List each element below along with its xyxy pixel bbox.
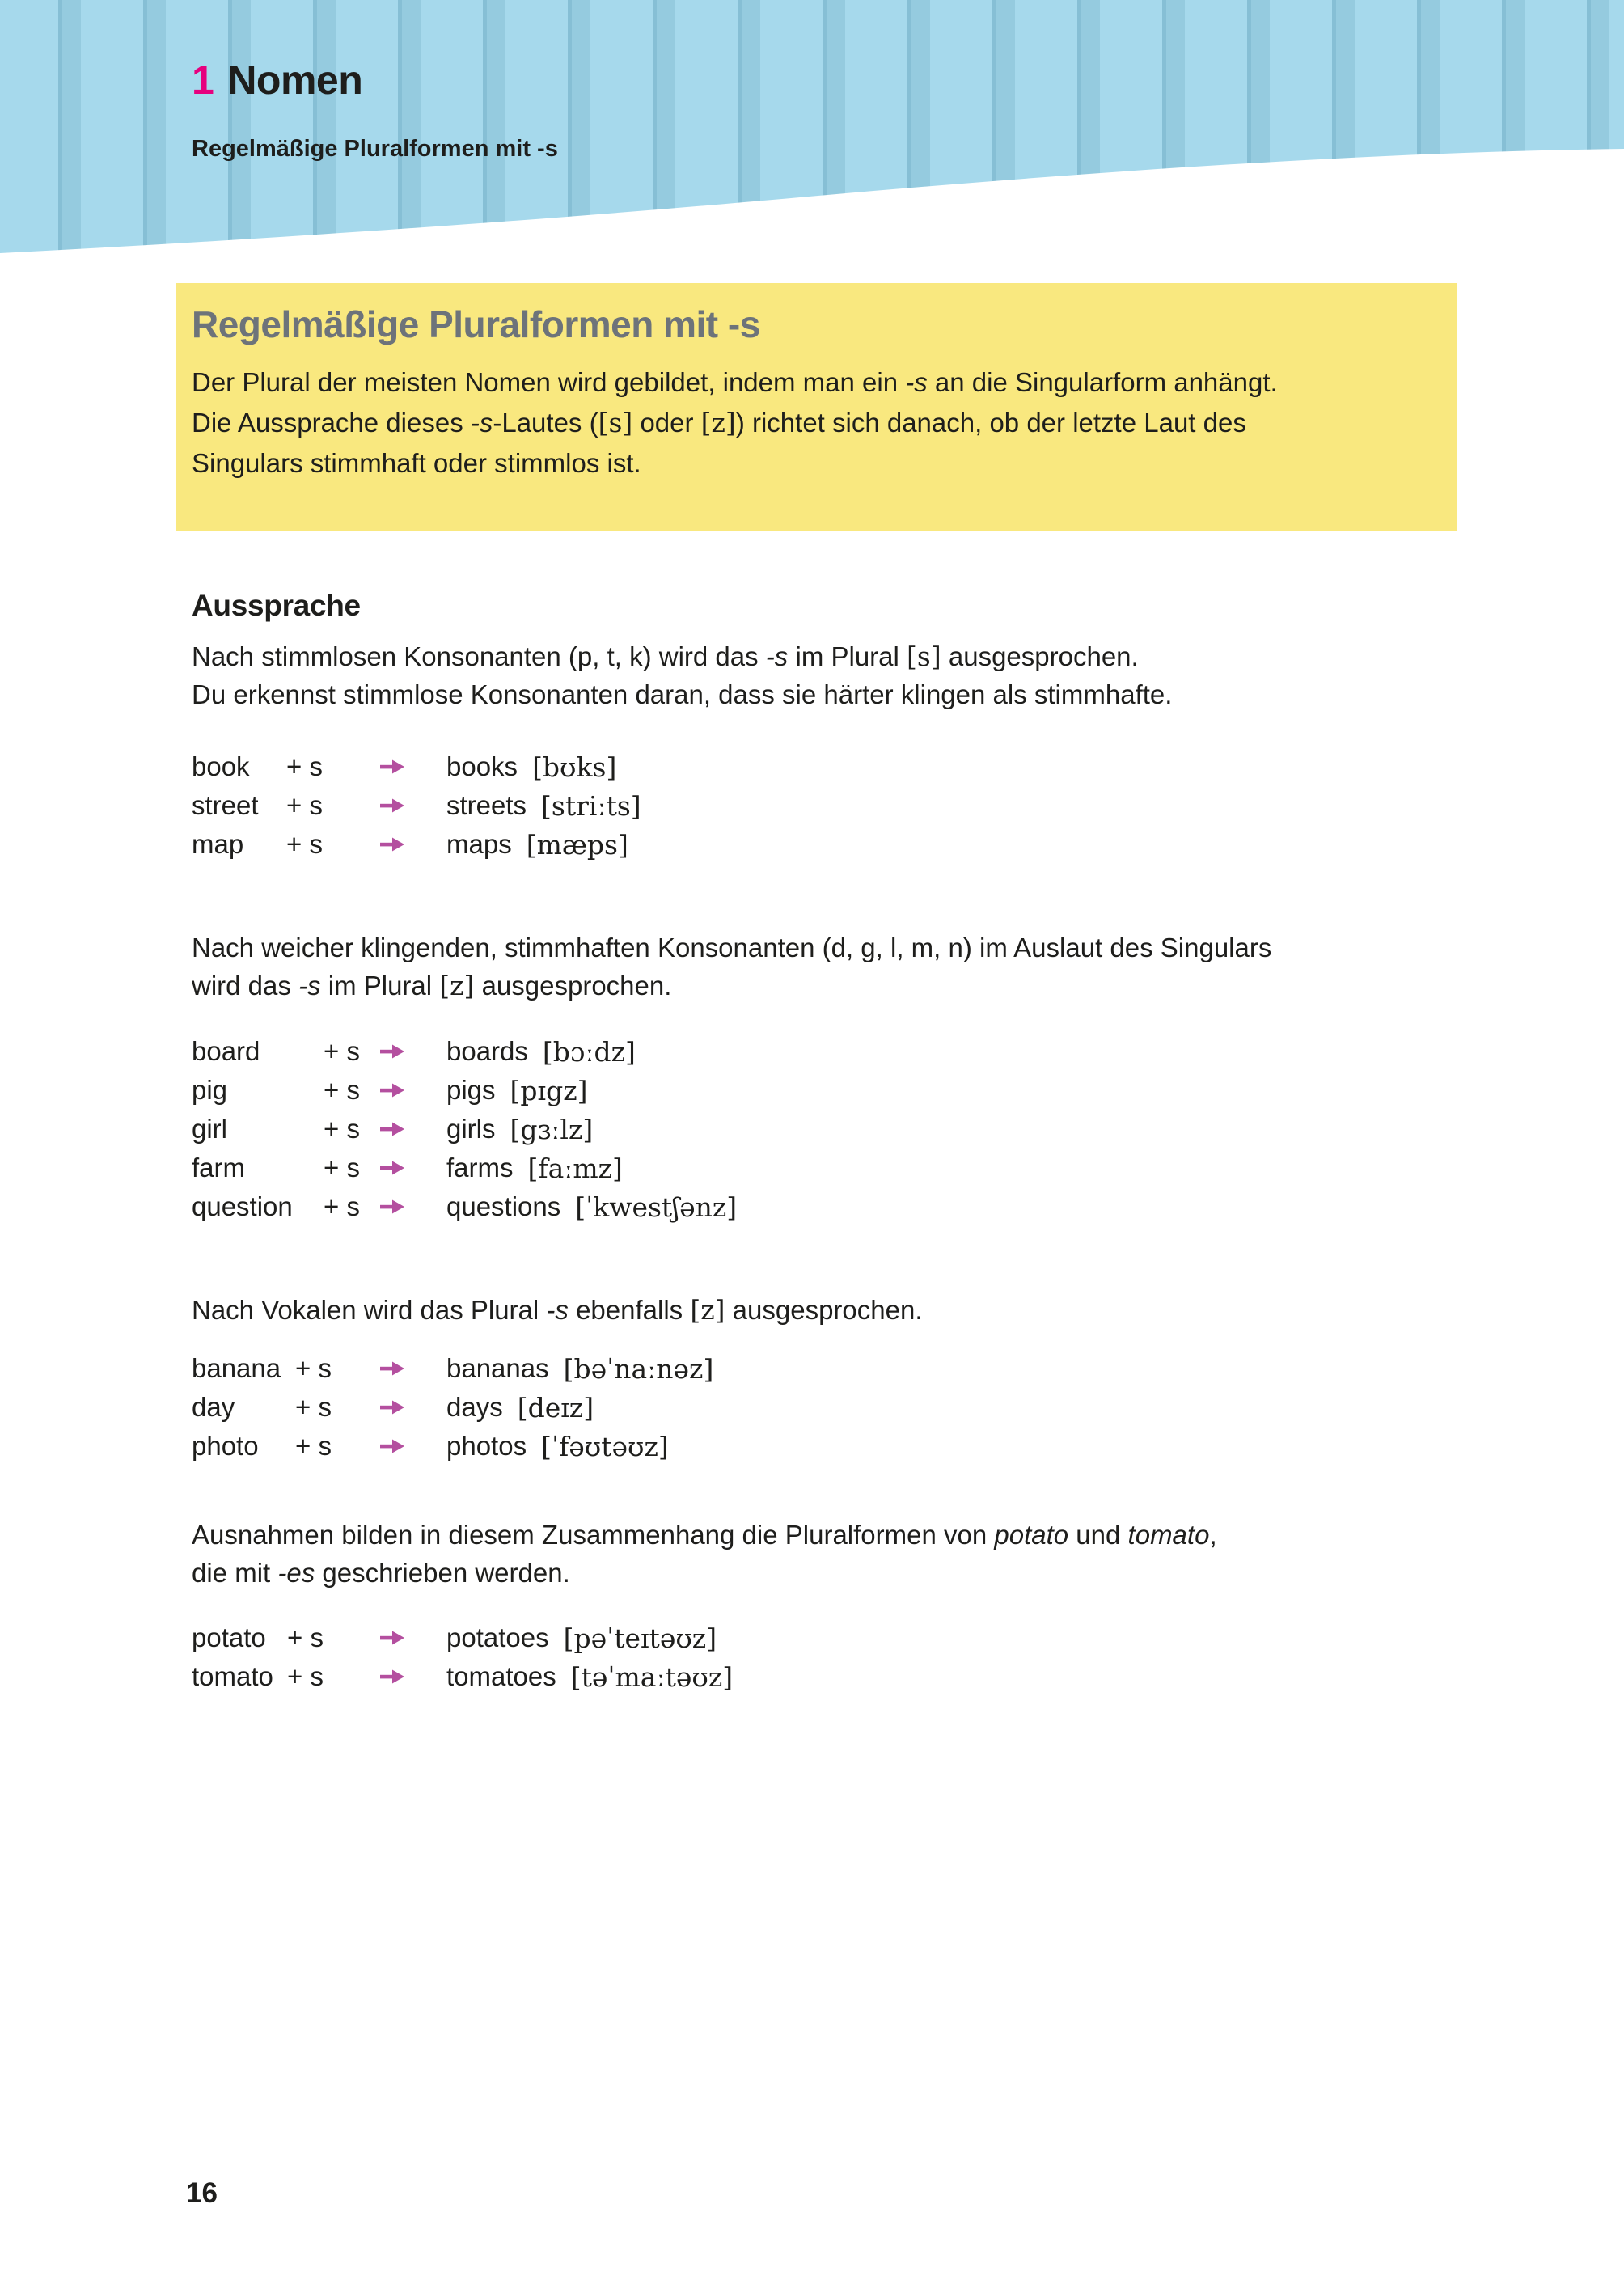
text-segment: im Plural <box>788 641 907 671</box>
section-heading: Aussprache <box>192 589 361 622</box>
highlight-box-body <box>192 362 1441 484</box>
plural-word: pigs <box>446 1075 496 1105</box>
paragraph-line <box>192 967 1624 1005</box>
plural-word: tomatoes <box>446 1661 556 1691</box>
text-segment: -s <box>546 1295 569 1325</box>
paragraph-line <box>192 1291 1624 1329</box>
ipa-transcription: [bɔːdz] <box>542 1035 636 1068</box>
paragraph-line <box>192 929 1624 967</box>
text-segment: -s <box>765 641 789 671</box>
text-segment: ausgesprochen. <box>474 971 672 1001</box>
text-segment: die mit <box>192 1558 278 1588</box>
list-row <box>192 1349 1624 1388</box>
word-list <box>192 747 1624 864</box>
list-row <box>192 1187 1624 1226</box>
ipa-transcription: [ˈkwestʃənz] <box>575 1191 738 1223</box>
chapter-title: Nomen <box>227 57 363 103</box>
plural-word: farms <box>446 1153 514 1182</box>
highlight-box <box>176 283 1457 531</box>
text-segment: im Plural <box>320 971 440 1001</box>
plural-word: questions <box>446 1191 561 1221</box>
ipa-transcription: [təˈmaːtəʊz] <box>570 1661 734 1693</box>
singular-word: board <box>192 1036 260 1066</box>
plus-s: + s <box>324 1114 360 1144</box>
highlight-box-title: Regelmäßige Pluralformen mit -s <box>192 303 760 345</box>
text-segment: und <box>1068 1520 1128 1550</box>
singular-group <box>192 1153 380 1183</box>
ipa-transcription: [deɪz] <box>517 1391 594 1424</box>
ipa-inline: [z] <box>439 970 475 1001</box>
arrow-right-icon <box>380 1438 409 1454</box>
text-segment: Ausnahmen bilden in diesem Zusammenhang die Pluralformen von <box>192 1520 995 1550</box>
singular-group <box>192 1114 380 1144</box>
arrow-right-icon <box>380 1160 409 1176</box>
text-segment: Singulars stimmhaft oder stimmlos ist. <box>192 448 641 478</box>
paragraph-line <box>192 1516 1624 1554</box>
text-segment: Nach Vokalen wird das Plural <box>192 1295 547 1325</box>
ipa-transcription: [bəˈnaːnəz] <box>563 1352 714 1385</box>
plus-s: + s <box>324 1191 360 1221</box>
list-row <box>192 1032 1624 1071</box>
ipa-transcription: [faːmz] <box>527 1152 623 1184</box>
paragraph <box>192 1516 1624 1592</box>
singular-word: tomato <box>192 1661 273 1691</box>
arrow-right-icon <box>380 1360 409 1377</box>
list-row <box>192 1657 1624 1696</box>
plural-word: days <box>446 1392 503 1422</box>
ipa-inline: [s] <box>907 641 941 672</box>
text-segment: oder <box>632 408 701 438</box>
list-row <box>192 1427 1624 1466</box>
plural-word: boards <box>446 1036 528 1066</box>
plus-s: + s <box>324 1153 360 1182</box>
word-list <box>192 1618 1624 1696</box>
singular-word: potato <box>192 1622 266 1652</box>
ipa-inline: [s] <box>598 407 633 438</box>
text-segment: an die Singularform anhängt. <box>927 367 1278 397</box>
list-row <box>192 786 1624 825</box>
list-row <box>192 1110 1624 1149</box>
text-segment: -es <box>277 1558 315 1588</box>
text-segment: wird das <box>192 971 299 1001</box>
plus-s: + s <box>286 829 323 859</box>
arrow-right-icon <box>380 1082 409 1098</box>
content-blocks <box>192 589 1624 1696</box>
paragraph <box>192 637 1624 713</box>
ipa-transcription: [gɜːlz] <box>510 1113 594 1145</box>
ipa-transcription: [pəˈteɪtəʊz] <box>563 1622 717 1654</box>
text-segment: ) richtet sich danach, ob der letzte Laut des <box>735 408 1246 438</box>
singular-group <box>192 751 380 782</box>
word-list <box>192 1032 1624 1226</box>
arrow-right-icon <box>380 1043 409 1060</box>
chapter-number: 1 <box>192 57 214 103</box>
text-segment: ebenfalls <box>568 1295 691 1325</box>
plural-word: potatoes <box>446 1622 549 1652</box>
paragraph <box>192 1291 1624 1329</box>
text-segment: -s <box>905 367 928 397</box>
ipa-transcription: [mæps] <box>526 828 628 861</box>
singular-word: question <box>192 1191 293 1221</box>
paragraph-line <box>192 1554 1624 1592</box>
arrow-right-icon <box>380 1199 409 1215</box>
singular-group <box>192 1075 380 1106</box>
text-segment: ausgesprochen. <box>725 1295 923 1325</box>
text-segment: Der Plural der meisten Nomen wird gebildet, indem man ein <box>192 367 906 397</box>
singular-group <box>192 1661 380 1692</box>
text-segment: -s <box>470 408 493 438</box>
arrow-right-icon <box>380 797 409 814</box>
list-row <box>192 1071 1624 1110</box>
singular-word: girl <box>192 1114 228 1144</box>
text-segment: potato <box>994 1520 1069 1550</box>
singular-word: farm <box>192 1153 245 1182</box>
arrow-right-icon <box>380 1630 409 1646</box>
list-row <box>192 747 1624 786</box>
list-row <box>192 1388 1624 1427</box>
text-segment: ausgesprochen. <box>941 641 1139 671</box>
singular-word: map <box>192 829 244 859</box>
paragraph-line <box>192 443 1441 484</box>
singular-word: pig <box>192 1075 228 1105</box>
text-segment: tomato <box>1127 1520 1210 1550</box>
singular-word: street <box>192 790 259 820</box>
arrow-right-icon <box>380 1669 409 1685</box>
plus-s: + s <box>324 1075 360 1105</box>
singular-word: photo <box>192 1431 259 1461</box>
text-segment: -Lautes ( <box>493 408 598 438</box>
plus-s: + s <box>295 1392 332 1422</box>
singular-group <box>192 1431 380 1462</box>
singular-group <box>192 1392 380 1423</box>
singular-word: day <box>192 1392 235 1422</box>
plural-word: bananas <box>446 1353 549 1383</box>
arrow-right-icon <box>380 1399 409 1415</box>
text-segment: Die Aussprache dieses <box>192 408 471 438</box>
paragraph-line <box>192 637 1624 675</box>
arrow-right-icon <box>380 759 409 775</box>
list-row <box>192 825 1624 864</box>
ipa-transcription: [bʊks] <box>532 751 617 783</box>
arrow-right-icon <box>380 1121 409 1137</box>
ipa-transcription: [pɪgz] <box>510 1074 588 1106</box>
singular-group <box>192 1036 380 1067</box>
plus-s: + s <box>286 751 323 781</box>
paragraph-line <box>192 403 1441 443</box>
plural-word: photos <box>446 1431 527 1461</box>
plural-word: maps <box>446 829 512 859</box>
plural-word: books <box>446 751 518 781</box>
plus-s: + s <box>295 1431 332 1461</box>
singular-group <box>192 829 380 860</box>
paragraph <box>192 929 1624 1005</box>
singular-word: book <box>192 751 250 781</box>
plus-s: + s <box>286 790 323 820</box>
plural-word: girls <box>446 1114 496 1144</box>
arrow-right-icon <box>380 836 409 852</box>
singular-group <box>192 1622 380 1653</box>
singular-word: banana <box>192 1353 281 1383</box>
paragraph-line <box>192 362 1441 403</box>
ipa-inline: [z] <box>700 407 736 438</box>
paragraph-line <box>192 675 1624 713</box>
plus-s: + s <box>324 1036 360 1066</box>
text-segment: Nach weicher klingenden, stimmhaften Konsonanten (d, g, l, m, n) im Auslaut des Singulars <box>192 933 1272 962</box>
plus-s: + s <box>287 1661 324 1691</box>
singular-group <box>192 790 380 821</box>
plus-s: + s <box>295 1353 332 1383</box>
list-row <box>192 1149 1624 1187</box>
text-segment: Nach stimmlosen Konsonanten (p, t, k) wird das <box>192 641 766 671</box>
ipa-inline: [z] <box>690 1294 725 1326</box>
singular-group <box>192 1353 380 1384</box>
ipa-transcription: [ˈfəʊtəʊz] <box>541 1430 669 1462</box>
text-segment: , <box>1209 1520 1217 1550</box>
word-list <box>192 1349 1624 1466</box>
page-number: 16 <box>186 2177 218 2209</box>
text-segment: -s <box>298 971 321 1001</box>
text-segment: geschrieben werden. <box>315 1558 570 1588</box>
ipa-transcription: [striːts] <box>541 789 641 822</box>
list-row <box>192 1618 1624 1657</box>
text-segment: Du erkennst stimmlose Konsonanten daran, dass sie härter klingen als stimmhafte. <box>192 679 1173 709</box>
page-subtitle: Regelmäßige Pluralformen mit -s <box>192 136 558 162</box>
singular-group <box>192 1191 380 1222</box>
plus-s: + s <box>287 1622 324 1652</box>
plural-word: streets <box>446 790 527 820</box>
content-area <box>192 0 1624 1696</box>
